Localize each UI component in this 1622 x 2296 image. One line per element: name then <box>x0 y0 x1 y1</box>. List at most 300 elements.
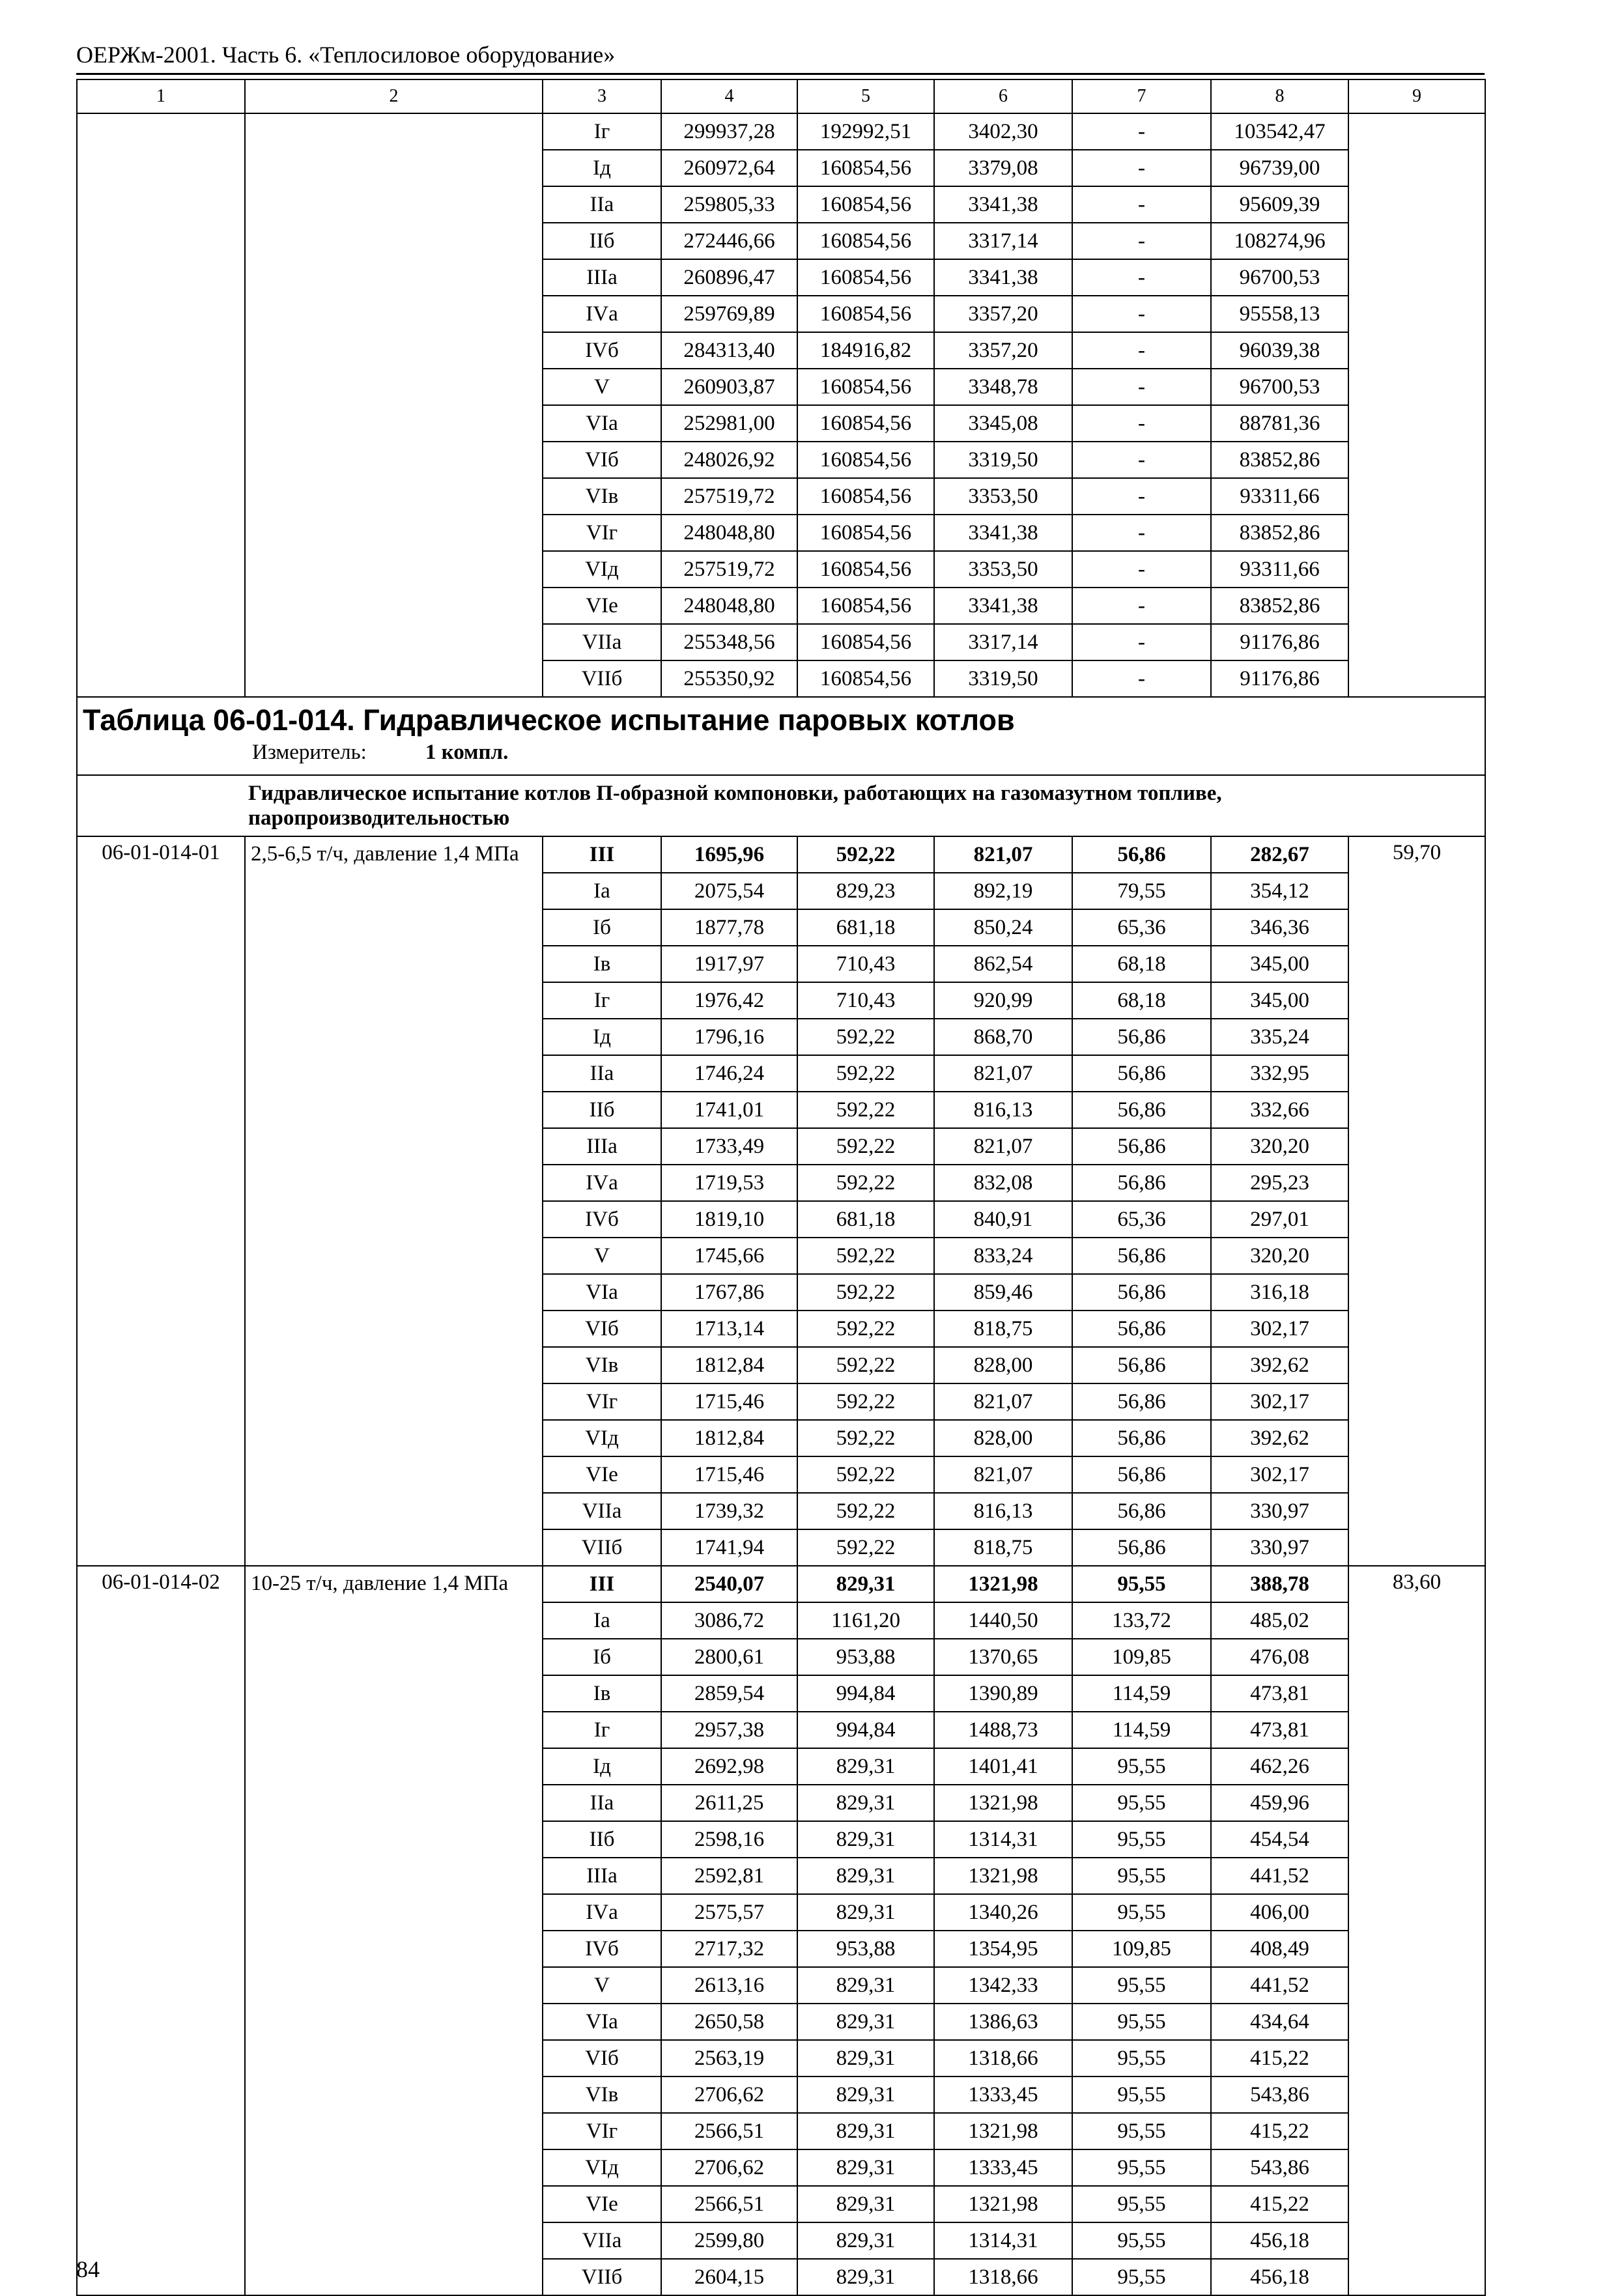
value-cell: 710,43 <box>797 946 934 982</box>
value-cell: 476,08 <box>1211 1639 1348 1675</box>
value-cell: 96700,53 <box>1211 369 1348 405</box>
zone-cell: VIе <box>543 588 661 624</box>
item-norm: 83,60 <box>1348 1566 1485 2295</box>
zone-cell: Iб <box>543 1639 661 1675</box>
code-cell <box>77 113 245 697</box>
value-cell: - <box>1072 515 1211 551</box>
value-cell: 1333,45 <box>934 2149 1072 2186</box>
table-row <box>77 836 1485 873</box>
zone-cell: VIIб <box>543 2259 661 2295</box>
zone-cell: VIб <box>543 442 661 478</box>
value-cell: 2563,19 <box>661 2040 797 2076</box>
value-cell: 332,95 <box>1211 1055 1348 1092</box>
zone-cell: Iг <box>543 1712 661 1748</box>
zone-cell: VIIа <box>543 1493 661 1529</box>
value-cell: 109,85 <box>1072 1931 1211 1967</box>
zone-cell: Iв <box>543 946 661 982</box>
meter-line <box>83 739 1479 765</box>
zone-cell: IIб <box>543 1821 661 1858</box>
value-cell: 95558,13 <box>1211 296 1348 332</box>
value-cell: 302,17 <box>1211 1456 1348 1493</box>
value-cell: 3357,20 <box>934 296 1072 332</box>
value-cell: 3353,50 <box>934 478 1072 515</box>
value-cell: - <box>1072 113 1211 150</box>
value-cell: 1401,41 <box>934 1748 1072 1785</box>
section-title-row <box>77 697 1485 775</box>
value-cell: 91176,86 <box>1211 624 1348 660</box>
value-cell: 255348,56 <box>661 624 797 660</box>
value-cell: 2566,51 <box>661 2113 797 2149</box>
zone-cell: VIIа <box>543 2222 661 2259</box>
value-cell: 1976,42 <box>661 982 797 1019</box>
value-cell: 95,55 <box>1072 2186 1211 2222</box>
zone-cell: VIIа <box>543 624 661 660</box>
value-cell: 95,55 <box>1072 2259 1211 2295</box>
rates-table <box>76 79 1486 2296</box>
zone-cell: IIа <box>543 186 661 223</box>
value-cell: 56,86 <box>1072 1493 1211 1529</box>
value-cell: 56,86 <box>1072 1311 1211 1347</box>
value-cell: 2859,54 <box>661 1675 797 1712</box>
zone-cell: Iа <box>543 1602 661 1639</box>
zone-cell: VIг <box>543 515 661 551</box>
value-cell: 3341,38 <box>934 588 1072 624</box>
value-cell: 829,31 <box>797 2259 934 2295</box>
value-cell: 95,55 <box>1072 2149 1211 2186</box>
value-cell: 829,31 <box>797 1748 934 1785</box>
value-cell: 953,88 <box>797 1639 934 1675</box>
page-number: 84 <box>76 2256 100 2282</box>
value-cell: 257519,72 <box>661 478 797 515</box>
value-cell: 160854,56 <box>797 186 934 223</box>
value-cell: 3353,50 <box>934 551 1072 588</box>
value-cell: 1333,45 <box>934 2076 1072 2113</box>
value-cell: 260896,47 <box>661 259 797 296</box>
value-cell: 821,07 <box>934 1055 1072 1092</box>
value-cell: 415,22 <box>1211 2040 1348 2076</box>
value-cell: 88781,36 <box>1211 405 1348 442</box>
zone-cell: III <box>543 836 661 873</box>
zone-cell: VIв <box>543 1347 661 1383</box>
value-cell: 335,24 <box>1211 1019 1348 1055</box>
value-cell: 1488,73 <box>934 1712 1072 1748</box>
value-cell: 2599,80 <box>661 2222 797 2259</box>
value-cell: 862,54 <box>934 946 1072 982</box>
column-number: 3 <box>543 79 661 113</box>
value-cell: 892,19 <box>934 873 1072 909</box>
value-cell: 1741,01 <box>661 1092 797 1128</box>
value-cell: 103542,47 <box>1211 113 1348 150</box>
value-cell: 592,22 <box>797 1420 934 1456</box>
value-cell: 345,00 <box>1211 982 1348 1019</box>
value-cell: 681,18 <box>797 1201 934 1238</box>
value-cell: 456,18 <box>1211 2259 1348 2295</box>
zone-cell: IIа <box>543 1055 661 1092</box>
zone-cell: IVб <box>543 332 661 369</box>
value-cell: 1715,46 <box>661 1383 797 1420</box>
value-cell: - <box>1072 186 1211 223</box>
value-cell: 56,86 <box>1072 1055 1211 1092</box>
zone-cell: VIд <box>543 551 661 588</box>
value-cell: 829,31 <box>797 2040 934 2076</box>
value-cell: 259805,33 <box>661 186 797 223</box>
value-cell: 1733,49 <box>661 1128 797 1165</box>
value-cell: 434,64 <box>1211 2004 1348 2040</box>
value-cell: 832,08 <box>934 1165 1072 1201</box>
value-cell: 592,22 <box>797 1456 934 1493</box>
value-cell: 1739,32 <box>661 1493 797 1529</box>
section-title: Таблица 06-01-014. Гидравлическое испытание паровых котлов <box>83 703 1015 737</box>
value-cell: 710,43 <box>797 982 934 1019</box>
value-cell: 592,22 <box>797 1347 934 1383</box>
value-cell: 818,75 <box>934 1529 1072 1566</box>
zone-cell: VIг <box>543 1383 661 1420</box>
value-cell: 96700,53 <box>1211 259 1348 296</box>
value-cell: 441,52 <box>1211 1858 1348 1894</box>
zone-cell: VIб <box>543 2040 661 2076</box>
value-cell: 160854,56 <box>797 551 934 588</box>
value-cell: 160854,56 <box>797 624 934 660</box>
value-cell: - <box>1072 478 1211 515</box>
zone-cell: VIв <box>543 2076 661 2113</box>
value-cell: 160854,56 <box>797 515 934 551</box>
value-cell: 592,22 <box>797 1274 934 1311</box>
zone-cell: IIа <box>543 1785 661 1821</box>
value-cell: 2613,16 <box>661 1967 797 2004</box>
value-cell: 3086,72 <box>661 1602 797 1639</box>
value-cell: 95,55 <box>1072 2076 1211 2113</box>
value-cell: 282,67 <box>1211 836 1348 873</box>
value-cell: 592,22 <box>797 1019 934 1055</box>
value-cell: 833,24 <box>934 1238 1072 1274</box>
value-cell: 829,31 <box>797 1967 934 2004</box>
value-cell: 248048,80 <box>661 515 797 551</box>
value-cell: 330,97 <box>1211 1493 1348 1529</box>
value-cell: 2598,16 <box>661 1821 797 1858</box>
value-cell: 592,22 <box>797 836 934 873</box>
value-cell: 829,31 <box>797 1821 934 1858</box>
value-cell: 114,59 <box>1072 1675 1211 1712</box>
value-cell: 56,86 <box>1072 1092 1211 1128</box>
value-cell: 330,97 <box>1211 1529 1348 1566</box>
value-cell: 95,55 <box>1072 1821 1211 1858</box>
value-cell: 2566,51 <box>661 2186 797 2222</box>
value-cell: 345,00 <box>1211 946 1348 982</box>
zone-cell: IVа <box>543 1894 661 1931</box>
value-cell: 2706,62 <box>661 2076 797 2113</box>
subcaption: Гидравлическое испытание котлов П-образной компоновки, работающих на газомазутном топливе, паропроизводительностью <box>77 775 1485 836</box>
value-cell: 346,36 <box>1211 909 1348 946</box>
value-cell: 95,55 <box>1072 1858 1211 1894</box>
value-cell: 302,17 <box>1211 1311 1348 1347</box>
value-cell: 248026,92 <box>661 442 797 478</box>
value-cell: 3402,30 <box>934 113 1072 150</box>
zone-cell: IIIа <box>543 259 661 296</box>
zone-cell: IVб <box>543 1931 661 1967</box>
value-cell: 299937,28 <box>661 113 797 150</box>
value-cell: 485,02 <box>1211 1602 1348 1639</box>
zone-cell: VIд <box>543 1420 661 1456</box>
value-cell: 994,84 <box>797 1675 934 1712</box>
value-cell: 473,81 <box>1211 1675 1348 1712</box>
value-cell: 829,31 <box>797 1785 934 1821</box>
zone-cell: IVа <box>543 296 661 332</box>
value-cell: 192992,51 <box>797 113 934 150</box>
value-cell: - <box>1072 150 1211 186</box>
value-cell: 1340,26 <box>934 1894 1072 1931</box>
value-cell: 592,22 <box>797 1128 934 1165</box>
zone-cell: VIд <box>543 2149 661 2186</box>
value-cell: 454,54 <box>1211 1821 1348 1858</box>
value-cell: 994,84 <box>797 1712 934 1748</box>
zone-cell: Iб <box>543 909 661 946</box>
value-cell: 79,55 <box>1072 873 1211 909</box>
value-cell: - <box>1072 551 1211 588</box>
value-cell: 1746,24 <box>661 1055 797 1092</box>
value-cell: 83852,86 <box>1211 515 1348 551</box>
value-cell: 828,00 <box>934 1347 1072 1383</box>
value-cell: 297,01 <box>1211 1201 1348 1238</box>
value-cell: 160854,56 <box>797 660 934 697</box>
subcaption-row <box>77 775 1485 836</box>
value-cell: 68,18 <box>1072 946 1211 982</box>
value-cell: 95,55 <box>1072 2004 1211 2040</box>
value-cell: 1877,78 <box>661 909 797 946</box>
column-number: 6 <box>934 79 1072 113</box>
value-cell: 257519,72 <box>661 551 797 588</box>
zone-cell: IIб <box>543 223 661 259</box>
value-cell: 543,86 <box>1211 2149 1348 2186</box>
value-cell: 850,24 <box>934 909 1072 946</box>
value-cell: 260972,64 <box>661 150 797 186</box>
zone-cell: IVа <box>543 1165 661 1201</box>
value-cell: 953,88 <box>797 1931 934 1967</box>
value-cell: 592,22 <box>797 1092 934 1128</box>
section-title-cell <box>77 697 1485 775</box>
value-cell: 259769,89 <box>661 296 797 332</box>
value-cell: 1812,84 <box>661 1420 797 1456</box>
value-cell: 1917,97 <box>661 946 797 982</box>
zone-cell: VIв <box>543 478 661 515</box>
value-cell: 3319,50 <box>934 442 1072 478</box>
value-cell: 1314,31 <box>934 1821 1072 1858</box>
value-cell: 3317,14 <box>934 223 1072 259</box>
value-cell: 2575,57 <box>661 1894 797 1931</box>
value-cell: 1390,89 <box>934 1675 1072 1712</box>
value-cell: 320,20 <box>1211 1128 1348 1165</box>
value-cell: 316,18 <box>1211 1274 1348 1311</box>
zone-cell: Iд <box>543 150 661 186</box>
value-cell: 2706,62 <box>661 2149 797 2186</box>
value-cell: - <box>1072 296 1211 332</box>
value-cell: 83852,86 <box>1211 442 1348 478</box>
value-cell: 56,86 <box>1072 1019 1211 1055</box>
value-cell: 160854,56 <box>797 369 934 405</box>
value-cell: - <box>1072 660 1211 697</box>
zone-cell: Iа <box>543 873 661 909</box>
value-cell: 56,86 <box>1072 1383 1211 1420</box>
value-cell: 441,52 <box>1211 1967 1348 2004</box>
item-code: 06-01-014-02 <box>77 1566 245 2295</box>
value-cell: 1386,63 <box>934 2004 1072 2040</box>
zone-cell: Iг <box>543 113 661 150</box>
column-number: 7 <box>1072 79 1211 113</box>
value-cell: 95,55 <box>1072 1894 1211 1931</box>
page-header-title: ОЕРЖм-2001. Часть 6. «Теплосиловое оборудование» <box>76 42 616 68</box>
zone-cell: IIб <box>543 1092 661 1128</box>
value-cell: 93311,66 <box>1211 551 1348 588</box>
value-cell: 816,13 <box>934 1092 1072 1128</box>
value-cell: 109,85 <box>1072 1639 1211 1675</box>
value-cell: 592,22 <box>797 1383 934 1420</box>
zone-cell: Iв <box>543 1675 661 1712</box>
value-cell: 95,55 <box>1072 1566 1211 1602</box>
value-cell: 184916,82 <box>797 332 934 369</box>
zone-cell: VIе <box>543 2186 661 2222</box>
value-cell: 459,96 <box>1211 1785 1348 1821</box>
value-cell: 592,22 <box>797 1165 934 1201</box>
value-cell: 95,55 <box>1072 2040 1211 2076</box>
value-cell: 56,86 <box>1072 1347 1211 1383</box>
value-cell: 840,91 <box>934 1201 1072 1238</box>
value-cell: 1342,33 <box>934 1967 1072 2004</box>
value-cell: 592,22 <box>797 1493 934 1529</box>
value-cell: 1713,14 <box>661 1311 797 1347</box>
value-cell: 2592,81 <box>661 1858 797 1894</box>
value-cell: 1695,96 <box>661 836 797 873</box>
value-cell: 1321,98 <box>934 1566 1072 1602</box>
value-cell: 56,86 <box>1072 836 1211 873</box>
value-cell: 284313,40 <box>661 332 797 369</box>
value-cell: - <box>1072 332 1211 369</box>
zone-cell: VIб <box>543 1311 661 1347</box>
value-cell: 543,86 <box>1211 2076 1348 2113</box>
value-cell: 1354,95 <box>934 1931 1072 1967</box>
value-cell: 456,18 <box>1211 2222 1348 2259</box>
value-cell: 462,26 <box>1211 1748 1348 1785</box>
rates-table-body <box>77 79 1485 2295</box>
value-cell: 1318,66 <box>934 2040 1072 2076</box>
column-number: 5 <box>797 79 934 113</box>
value-cell: 828,00 <box>934 1420 1072 1456</box>
value-cell: 3341,38 <box>934 515 1072 551</box>
item-norm: 59,70 <box>1348 836 1485 1566</box>
value-cell: 2075,54 <box>661 873 797 909</box>
value-cell: 83852,86 <box>1211 588 1348 624</box>
value-cell: - <box>1072 369 1211 405</box>
column-number: 9 <box>1348 79 1485 113</box>
value-cell: 3341,38 <box>934 186 1072 223</box>
norm-cell <box>1348 113 1485 697</box>
zone-cell: V <box>543 1967 661 2004</box>
value-cell: 65,36 <box>1072 909 1211 946</box>
value-cell: 816,13 <box>934 1493 1072 1529</box>
value-cell: 114,59 <box>1072 1712 1211 1748</box>
value-cell: 821,07 <box>934 1383 1072 1420</box>
value-cell: 160854,56 <box>797 405 934 442</box>
value-cell: 93311,66 <box>1211 478 1348 515</box>
item-description: 2,5-6,5 т/ч, давление 1,4 МПа <box>245 836 543 1566</box>
item-description: 10-25 т/ч, давление 1,4 МПа <box>245 1566 543 2295</box>
value-cell: 829,31 <box>797 1566 934 1602</box>
value-cell: 2800,61 <box>661 1639 797 1675</box>
value-cell: 3348,78 <box>934 369 1072 405</box>
value-cell: 95,55 <box>1072 1785 1211 1821</box>
value-cell: 56,86 <box>1072 1420 1211 1456</box>
value-cell: 2604,15 <box>661 2259 797 2295</box>
value-cell: 95,55 <box>1072 2113 1211 2149</box>
value-cell: 95,55 <box>1072 1748 1211 1785</box>
zone-cell: VIе <box>543 1456 661 1493</box>
value-cell: 415,22 <box>1211 2113 1348 2149</box>
value-cell: 2611,25 <box>661 1785 797 1821</box>
value-cell: 1767,86 <box>661 1274 797 1311</box>
value-cell: 56,86 <box>1072 1456 1211 1493</box>
value-cell: 95609,39 <box>1211 186 1348 223</box>
value-cell: 829,31 <box>797 1858 934 1894</box>
meter-unit: 1 компл. <box>425 741 509 764</box>
value-cell: - <box>1072 588 1211 624</box>
value-cell: 1812,84 <box>661 1347 797 1383</box>
value-cell: - <box>1072 624 1211 660</box>
value-cell: 354,12 <box>1211 873 1348 909</box>
value-cell: 332,66 <box>1211 1092 1348 1128</box>
column-number: 1 <box>77 79 245 113</box>
value-cell: - <box>1072 405 1211 442</box>
zone-cell: Iд <box>543 1019 661 1055</box>
value-cell: 160854,56 <box>797 296 934 332</box>
value-cell: 56,86 <box>1072 1165 1211 1201</box>
value-cell: 260903,87 <box>661 369 797 405</box>
value-cell: 160854,56 <box>797 223 934 259</box>
value-cell: 160854,56 <box>797 150 934 186</box>
zone-cell: VIа <box>543 1274 661 1311</box>
value-cell: 1370,65 <box>934 1639 1072 1675</box>
value-cell: 3345,08 <box>934 405 1072 442</box>
value-cell: 1321,98 <box>934 1858 1072 1894</box>
value-cell: 829,31 <box>797 2149 934 2186</box>
zone-cell: VIIб <box>543 660 661 697</box>
value-cell: 68,18 <box>1072 982 1211 1019</box>
value-cell: 1321,98 <box>934 2113 1072 2149</box>
value-cell: 2957,38 <box>661 1712 797 1748</box>
zone-cell: Iд <box>543 1748 661 1785</box>
value-cell: 920,99 <box>934 982 1072 1019</box>
meter-label: Измеритель: <box>252 741 367 764</box>
value-cell: 592,22 <box>797 1055 934 1092</box>
value-cell: 56,86 <box>1072 1274 1211 1311</box>
value-cell: 829,31 <box>797 2076 934 2113</box>
value-cell: 473,81 <box>1211 1712 1348 1748</box>
value-cell: 133,72 <box>1072 1602 1211 1639</box>
value-cell: 56,86 <box>1072 1238 1211 1274</box>
value-cell: 56,86 <box>1072 1529 1211 1566</box>
value-cell: 592,22 <box>797 1311 934 1347</box>
value-cell: 406,00 <box>1211 1894 1348 1931</box>
value-cell: 818,75 <box>934 1311 1072 1347</box>
value-cell: 56,86 <box>1072 1128 1211 1165</box>
zone-cell: VIIб <box>543 1529 661 1566</box>
zone-cell: IVб <box>543 1201 661 1238</box>
value-cell: 829,23 <box>797 873 934 909</box>
zone-cell: IIIа <box>543 1858 661 1894</box>
table-row <box>77 1566 1485 1602</box>
value-cell: - <box>1072 223 1211 259</box>
zone-cell: V <box>543 369 661 405</box>
value-cell: 96739,00 <box>1211 150 1348 186</box>
value-cell: 248048,80 <box>661 588 797 624</box>
value-cell: 829,31 <box>797 2113 934 2149</box>
